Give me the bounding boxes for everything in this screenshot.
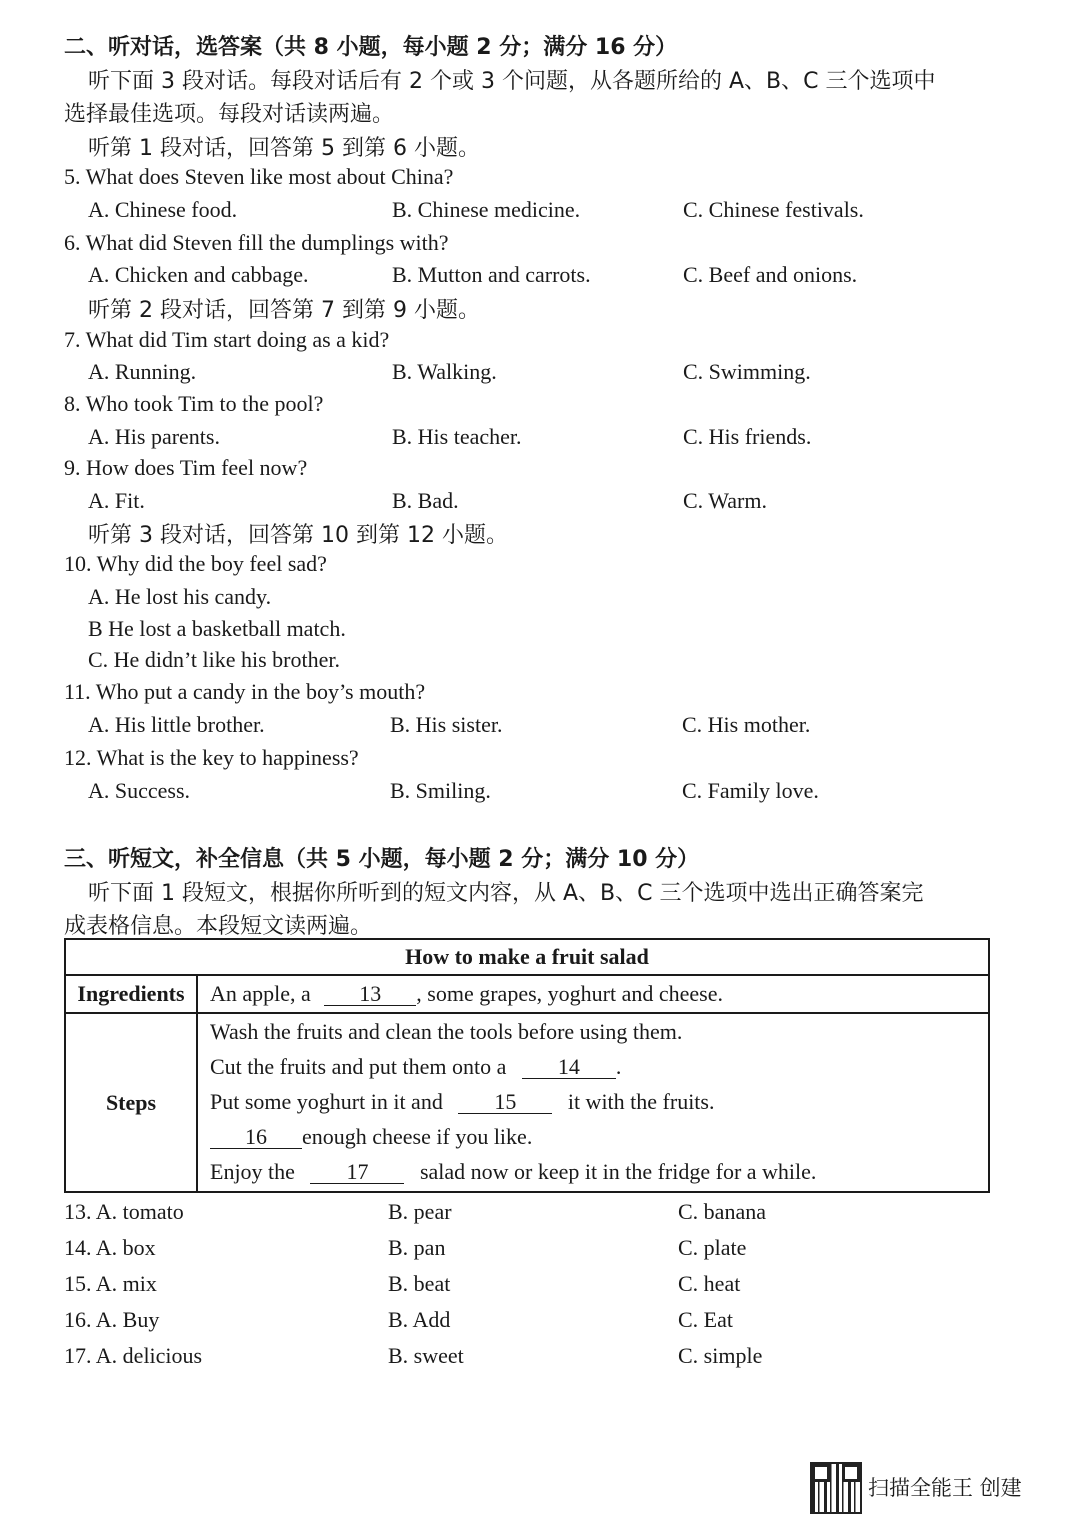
q10-option-c: C. He didn’t like his brother. bbox=[88, 647, 340, 672]
dialog3-instruction: 听第 3 段对话，回答第 10 到第 12 小题。 bbox=[88, 523, 508, 548]
q12-option-c: C. Family love. bbox=[682, 778, 819, 803]
step-1: Wash the fruits and clean the tools before using them. bbox=[210, 1019, 683, 1044]
ingredients-label: Ingredients bbox=[65, 975, 197, 1013]
q14-option-b: B. pan bbox=[388, 1235, 446, 1260]
q7-option-b: B. Walking. bbox=[392, 359, 497, 384]
q13-option-b: B. pear bbox=[388, 1199, 452, 1224]
q16-option-c: C. Eat bbox=[678, 1307, 733, 1332]
section3-intro-line1: 听下面 1 段短文，根据你所听到的短文内容，从 A、B、C 三个选项中选出正确答案完 bbox=[88, 881, 924, 906]
step-4-post: enough cheese if you like. bbox=[302, 1124, 533, 1149]
steps-label: Steps bbox=[65, 1013, 197, 1192]
table-title: How to make a fruit salad bbox=[65, 939, 989, 975]
step-4 bbox=[198, 1119, 988, 1154]
qr-code-icon bbox=[810, 1462, 862, 1514]
scanner-watermark: 扫描全能王 创建 bbox=[868, 1476, 1022, 1500]
q15-option-b: B. beat bbox=[388, 1271, 451, 1296]
q5-option-a: A. Chinese food. bbox=[88, 197, 238, 222]
blank-13: 13 bbox=[324, 983, 416, 1006]
step-5 bbox=[198, 1154, 988, 1191]
section2-intro-line2: 选择最佳选项。每段对话读两遍。 bbox=[64, 102, 395, 127]
question-5: 5. What does Steven like most about China? bbox=[64, 164, 454, 189]
q9-option-a: A. Fit. bbox=[88, 488, 145, 513]
steps-cell bbox=[197, 1013, 989, 1192]
q7-option-a: A. Running. bbox=[88, 359, 197, 384]
q12-option-b: B. Smiling. bbox=[390, 778, 491, 803]
q9-option-c: C. Warm. bbox=[683, 488, 767, 513]
q8-option-a: A. His parents. bbox=[88, 424, 220, 449]
q13-option-c: C. banana bbox=[678, 1199, 766, 1224]
step-2 bbox=[198, 1049, 988, 1084]
q6-option-b: B. Mutton and carrots. bbox=[392, 262, 591, 287]
q16-option-b: B. Add bbox=[388, 1307, 451, 1332]
step-3-pre: Put some yoghurt in it and bbox=[210, 1089, 443, 1114]
ingredients-text-post: , some grapes, yoghurt and cheese. bbox=[416, 981, 723, 1006]
question-10: 10. Why did the boy feel sad? bbox=[64, 551, 327, 576]
step-5-post: salad now or keep it in the fridge for a while. bbox=[419, 1159, 817, 1184]
question-6: 6. What did Steven fill the dumplings with? bbox=[64, 230, 449, 255]
q16-option-a: 16. A. Buy bbox=[64, 1307, 160, 1332]
question-11: 11. Who put a candy in the boy’s mouth? bbox=[64, 679, 426, 704]
ingredients-text-pre: An apple, a bbox=[210, 981, 311, 1006]
q17-option-c: C. simple bbox=[678, 1343, 763, 1368]
q6-option-c: C. Beef and onions. bbox=[683, 262, 858, 287]
fruit-salad-table bbox=[64, 938, 990, 1193]
q7-option-c: C. Swimming. bbox=[683, 359, 811, 384]
section3-intro-line2: 成表格信息。本段短文读两遍。 bbox=[64, 914, 373, 939]
q17-option-a: 17. A. delicious bbox=[64, 1343, 203, 1368]
blank-16: 16 bbox=[210, 1126, 302, 1149]
question-8: 8. Who took Tim to the pool? bbox=[64, 391, 324, 416]
q10-option-b: B He lost a basketball match. bbox=[88, 616, 346, 641]
q15-option-a: 15. A. mix bbox=[64, 1271, 157, 1296]
q12-option-a: A. Success. bbox=[88, 778, 191, 803]
question-9: 9. How does Tim feel now? bbox=[64, 455, 308, 480]
section2-intro-line1: 听下面 3 段对话。每段对话后有 2 个或 3 个问题，从各题所给的 A、B、C 三个选项中 bbox=[88, 69, 936, 94]
step-3 bbox=[198, 1084, 988, 1119]
q11-option-a: A. His little brother. bbox=[88, 712, 265, 737]
q14-option-a: 14. A. box bbox=[64, 1235, 156, 1260]
q9-option-b: B. Bad. bbox=[392, 488, 459, 513]
q11-option-c: C. His mother. bbox=[682, 712, 811, 737]
question-12: 12. What is the key to happiness? bbox=[64, 745, 359, 770]
q10-option-a: A. He lost his candy. bbox=[88, 584, 272, 609]
q8-option-c: C. His friends. bbox=[683, 424, 812, 449]
q6-option-a: A. Chicken and cabbage. bbox=[88, 262, 309, 287]
dialog1-instruction: 听第 1 段对话，回答第 5 到第 6 小题。 bbox=[88, 136, 480, 161]
step-2-pre: Cut the fruits and put them onto a bbox=[210, 1054, 507, 1079]
step-5-pre: Enjoy the bbox=[210, 1159, 295, 1184]
q5-option-b: B. Chinese medicine. bbox=[392, 197, 581, 222]
q8-option-b: B. His teacher. bbox=[392, 424, 522, 449]
q13-option-a: 13. A. tomato bbox=[64, 1199, 184, 1224]
blank-17: 17 bbox=[310, 1161, 404, 1184]
section2-title: 二、听对话，选答案（共 8 小题，每小题 2 分；满分 16 分） bbox=[64, 35, 678, 60]
section3-title: 三、听短文，补全信息（共 5 小题，每小题 2 分；满分 10 分） bbox=[64, 847, 700, 872]
q5-option-c: C. Chinese festivals. bbox=[683, 197, 864, 222]
ingredients-cell bbox=[197, 975, 989, 1013]
step-2-post: . bbox=[615, 1054, 622, 1079]
q15-option-c: C. heat bbox=[678, 1271, 741, 1296]
q17-option-b: B. sweet bbox=[388, 1343, 464, 1368]
dialog2-instruction: 听第 2 段对话，回答第 7 到第 9 小题。 bbox=[88, 298, 480, 323]
question-7: 7. What did Tim start doing as a kid? bbox=[64, 327, 390, 352]
q14-option-c: C. plate bbox=[678, 1235, 747, 1260]
step-3-post: it with the fruits. bbox=[567, 1089, 715, 1114]
q11-option-b: B. His sister. bbox=[390, 712, 503, 737]
blank-14: 14 bbox=[522, 1056, 616, 1079]
blank-15: 15 bbox=[458, 1091, 552, 1114]
